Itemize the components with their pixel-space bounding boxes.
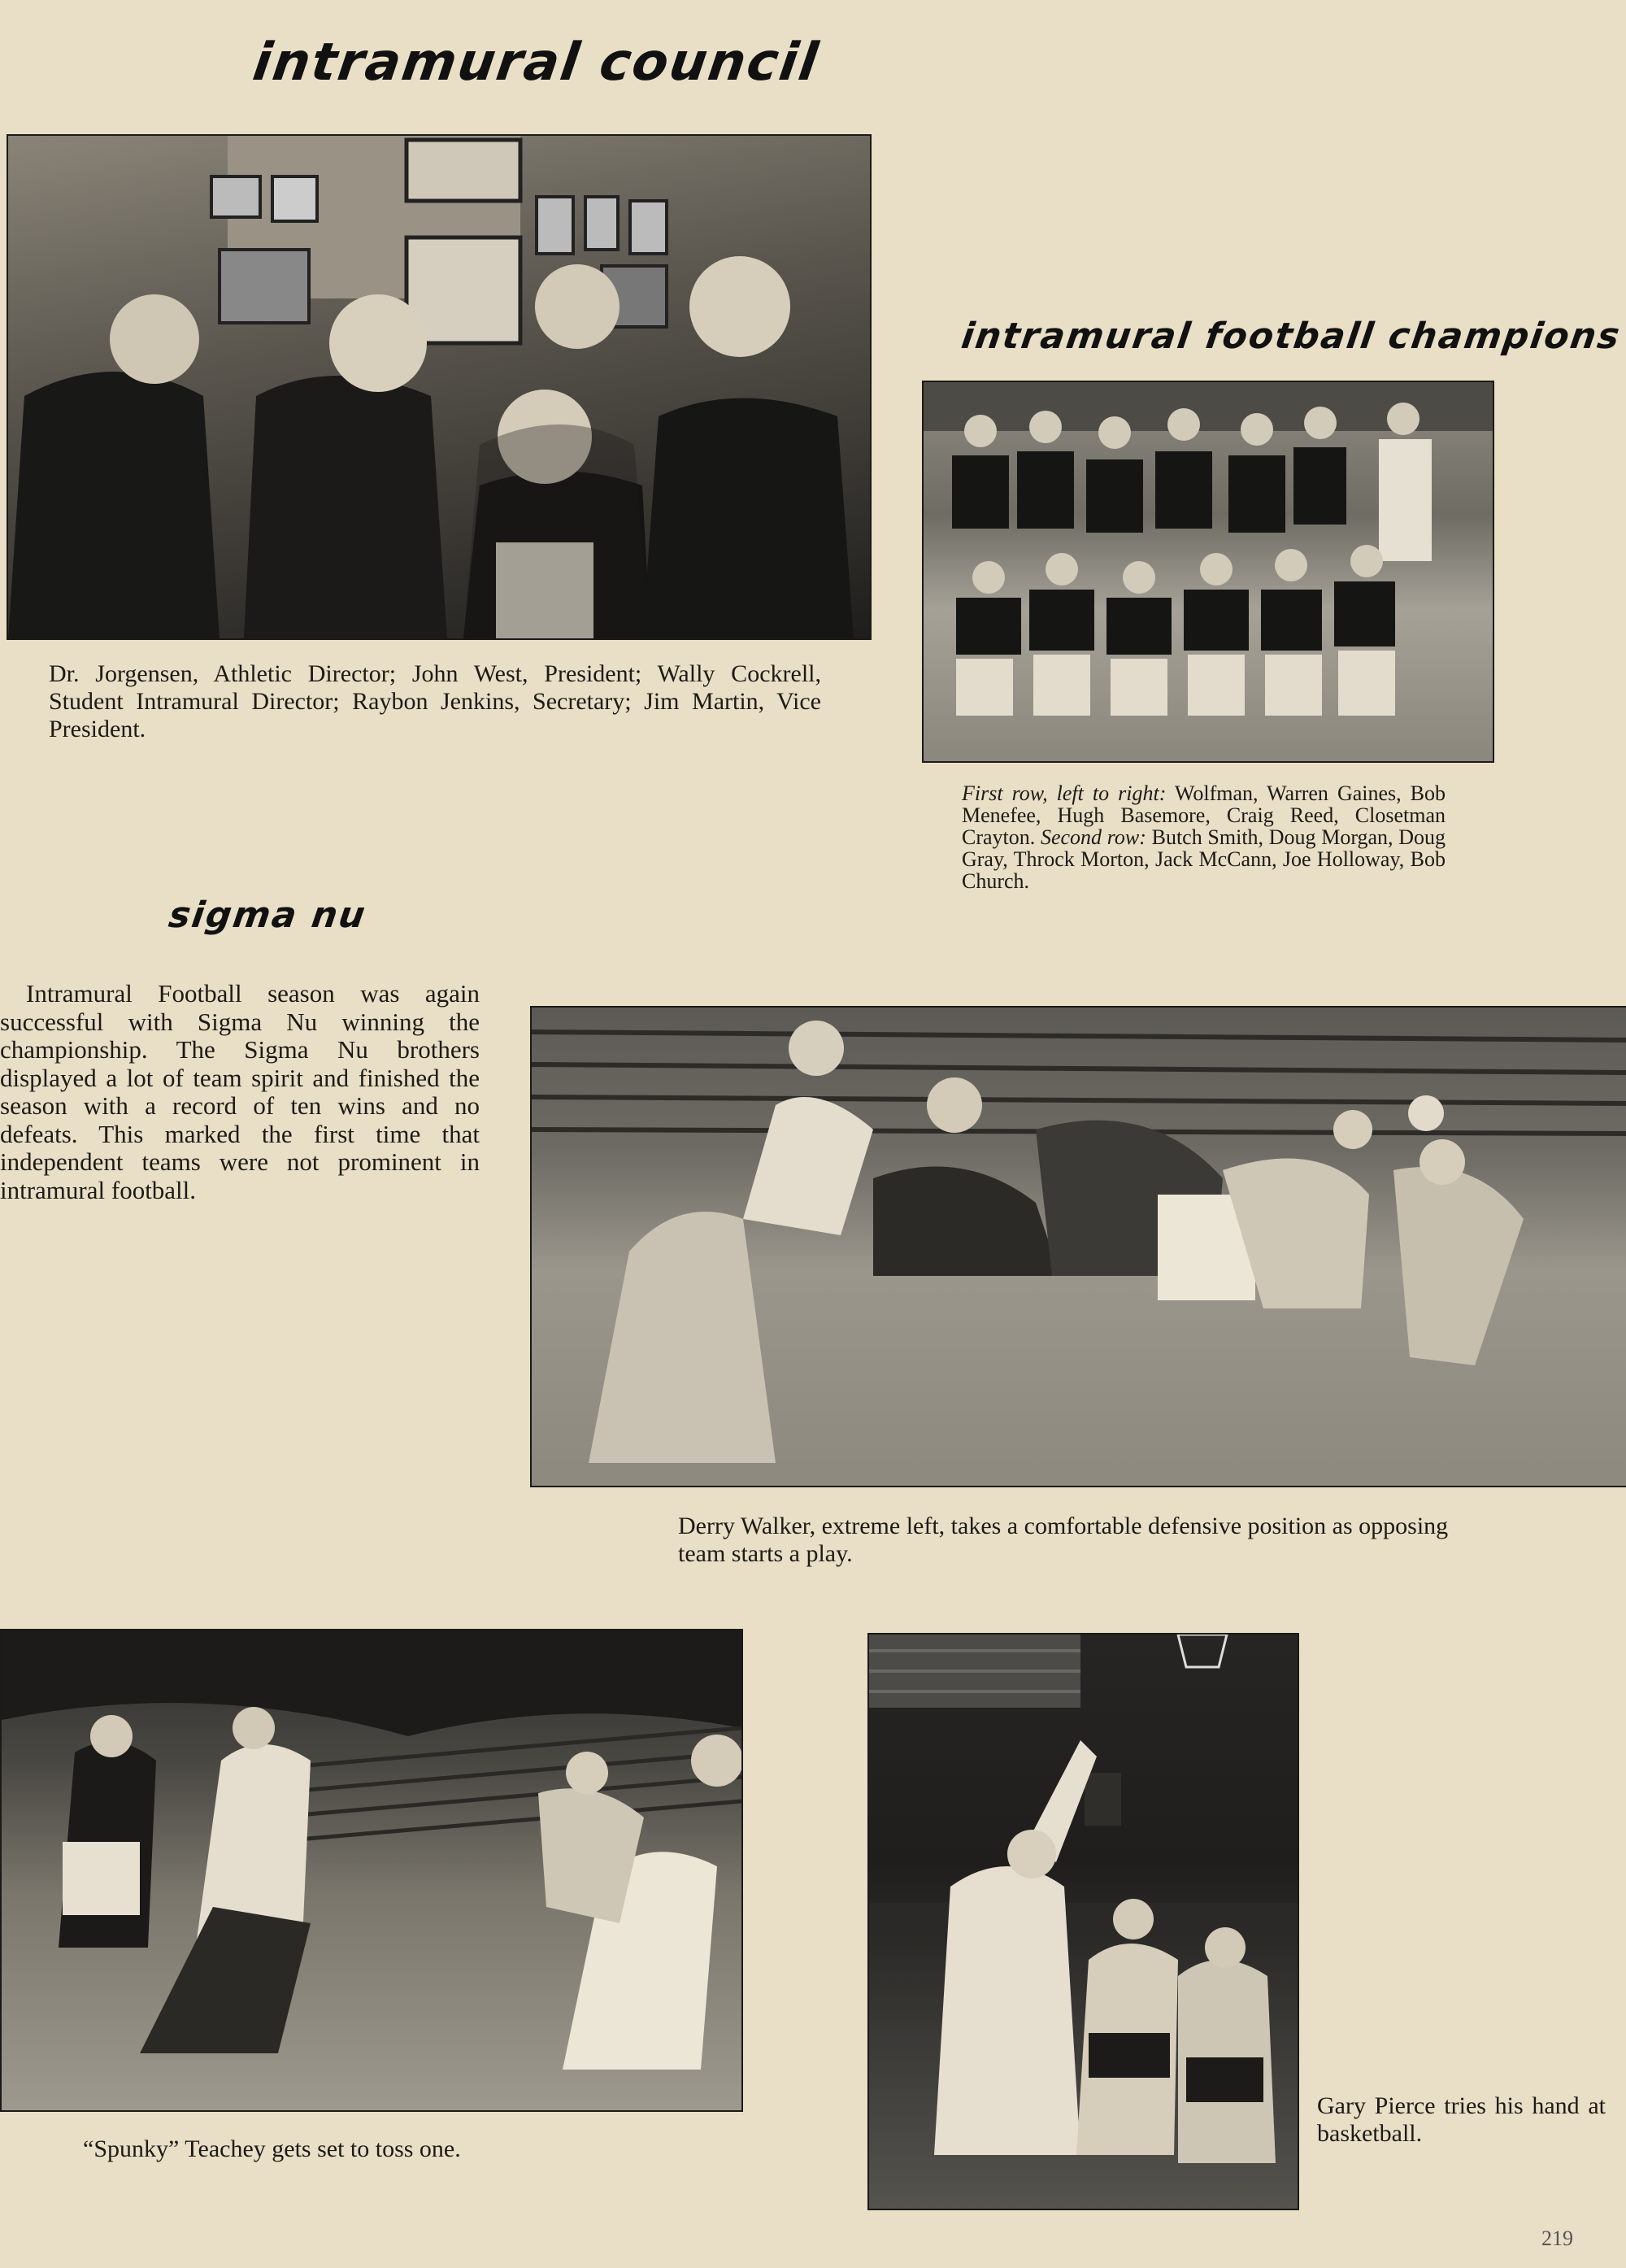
first-row-names: Wolfman, Warren Gaines, Bob Menefee, Hugh Basemore, Craig Reed, Closetman Crayton.: [962, 781, 1446, 849]
heading-intramural-council: intramural council: [249, 33, 824, 93]
first-row-label: First row, left to right:: [962, 781, 1167, 805]
spunky-toss-caption: “Spunky” Teachey gets set to toss one.: [83, 2135, 461, 2162]
second-row-names: Butch Smith, Doug Morgan, Doug Gray, Throck Morton, Jack McCann, Joe Holloway, Bob Church.: [962, 825, 1446, 893]
council-photo: [7, 134, 872, 640]
football-play-photo: [530, 1006, 1626, 1487]
football-play-caption: Derry Walker, extreme left, takes a comfortable defensive position as opposing team starts a play.: [678, 1513, 1449, 1567]
spunky-toss-photo: [0, 1629, 743, 2112]
basketball-photo: [867, 1633, 1299, 2210]
basketball-caption: Gary Pierce tries his hand at basketball.: [1317, 2092, 1606, 2147]
page-number: 219: [1541, 2227, 1573, 2250]
heading-football-champions: intramural football champions: [959, 316, 1624, 357]
champions-caption: [962, 782, 1446, 892]
second-row-label: Second row:: [1040, 825, 1146, 849]
council-caption: Dr. Jorgensen, Athletic Director; John West, President; Wally Cockrell, Student Intramural Director; Raybon Jenkins, Secretary; Jim Martin, Vice President.: [49, 660, 821, 742]
sigma-nu-paragraph: Intramural Football season was again successful with Sigma Nu winning the championship. The Sigma Nu brothers displayed a lot of team spirit and finished the season with a record of ten wins and no defeats. This marked the first time that independent teams were not prominent in intramural football.: [0, 979, 480, 1204]
champions-team-photo: [922, 381, 1494, 763]
heading-sigma-nu: sigma nu: [166, 895, 369, 936]
